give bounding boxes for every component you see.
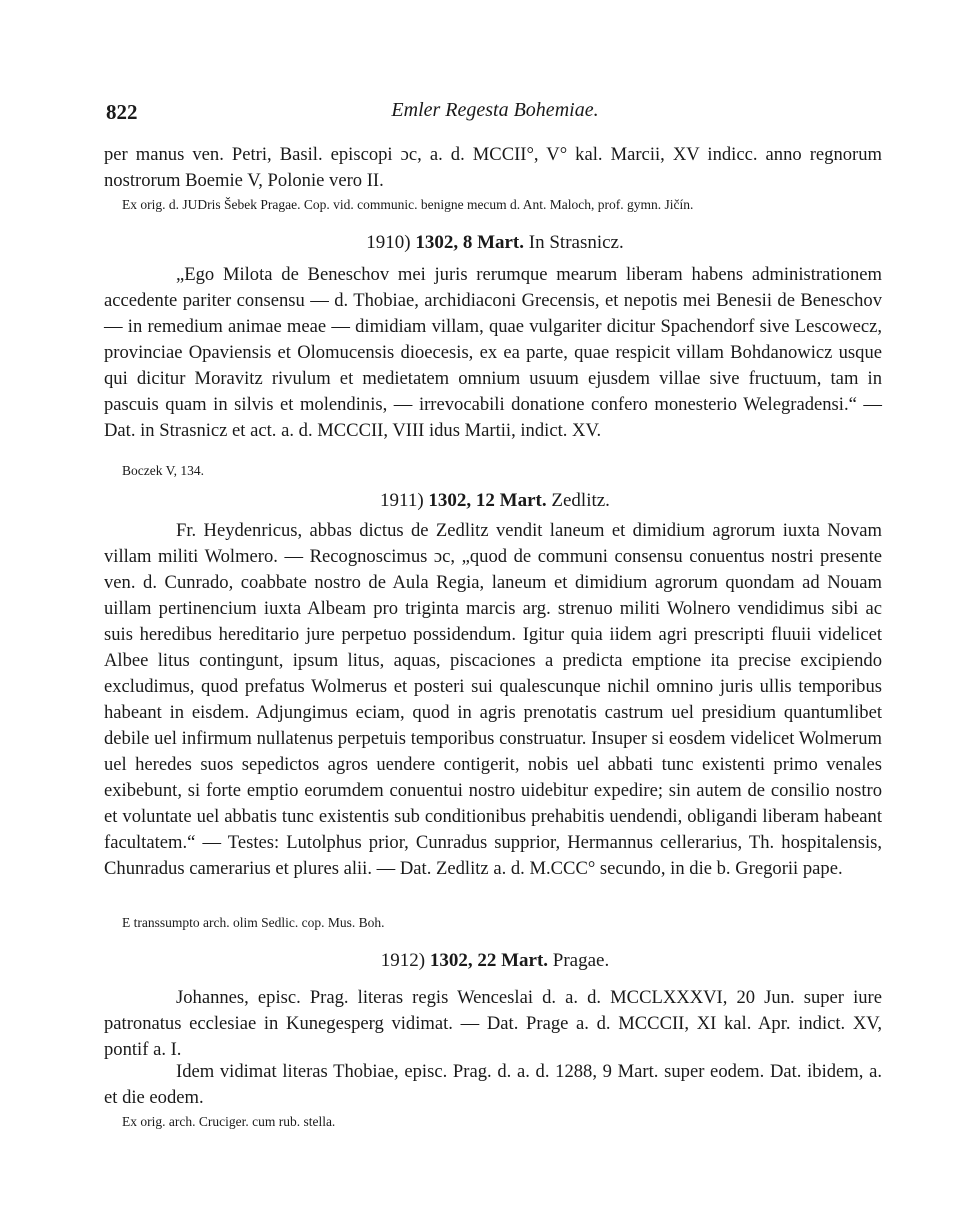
entry-year: 1302, — [428, 490, 472, 511]
entry-number: 1911) — [380, 490, 424, 511]
entry-text-1912-2: Idem vidimat literas Thobiae, episc. Prag. d. a. d. 1288, 9 Mart. super eodem. Dat. ibidem, a. et die eodem. — [104, 1061, 882, 1108]
entry-heading-1912 — [0, 950, 960, 972]
source-note: Ex orig. d. JUDris Šebek Pragae. Cop. vid. communic. benigne mecum d. Ant. Maloch, prof. gymn. Jičín. — [122, 197, 694, 212]
entry-text-1912: Johannes, episc. Prag. literas regis Wenceslai d. a. d. MCCLXXXVI, 20 Jun. super iure patronatus ecclesiae in Kunegesperg vidimat. — Dat. Prage a. d. MCCCII, XI kal. Apr. indict. XV, pontif a. I. — [104, 987, 882, 1060]
entry-source-1911: E transsumpto arch. olim Sedlic. cop. Mus. Boh. — [122, 915, 385, 930]
entry-date: 12 Mart. — [475, 490, 547, 511]
entry-heading-1910 — [0, 232, 960, 254]
entry-number: 1912) — [380, 950, 426, 971]
entry-date: 8 Mart. — [462, 232, 525, 253]
entry-source-1912: Ex orig. arch. Cruciger. cum rub. stella. — [122, 1114, 336, 1129]
entry-text-1911: Fr. Heydenricus, abbas dictus de Zedlitz vendit laneum et dimidium agrorum iuxta Novam villam militi Wolmero. — Recognoscimus ɔc, „quod de communi consensu conuentus nostri presente ven. d. Cunrado, coabbate nostro de Aula Regia, laneum et dimidium agrorum quondam ad Nouam uillam pertinencium iuxta Albeam pro triginta marcis arg. strenuo militi Wolnero vendidimus sibi ac suis heredibus hereditario jure perpetuo possidendum. Igitur quia iidem agri prescripti fluuii videlicet Albee litus contingunt, ipsum litus, aquas, piscaciones a predicta emptione ita precise excipiendo excludimus, quod prefatus Wolmerus et posteri sui qualescunque nichil omnino juris ullis temporibus habeant in eisdem. Adjungimus eciam, quod in agris prenotatis castrum uel presidium quantumlibet debile uel infirmum nullatenus perpetuis temporibus construatur. Insuper si eosdem videlicet Wolmerum uel heredes suos sepedictos agros uendere contigerit, nobis uel abbati tunc existenti primo venales exibebunt, si forte emptio eorumdem conuentui nostro uidebitur expedire; sin autem de consilio nostro et voluntate uel abbatis tunc existentis sub conditionibus prehabitis uendendi, obligandi liberam habeant facultatem.“ — Testes: Lutolphus prior, Cunradus supprior, Hermannus cellerarius, Th. hospitalensis, Chunradus camerarius et plures alii. — Dat. Zedlitz a. d. M.CCC° secundo, in die b. Gregorii pape. — [104, 520, 882, 879]
entry-number: 1910) — [366, 232, 411, 253]
continued-text: per manus ven. Petri, Basil. episcopi ɔc, a. d. MCCII°, V° kal. Marcii, XV indicc. anno regnorum nostrorum Boemie V, Polonie vero II. — [104, 144, 882, 191]
entry-place: In Strasnicz. — [528, 232, 624, 253]
entry-year: 1302, — [429, 950, 473, 971]
entry-place: Pragae. — [552, 950, 610, 971]
running-title: Emler Regesta Bohemiae. — [391, 99, 599, 121]
entry-year: 1302, — [415, 232, 459, 253]
entry-date: 22 Mart. — [477, 950, 549, 971]
entry-source-1910: Boczek V, 134. — [122, 463, 204, 478]
entry-heading-1911 — [0, 490, 960, 512]
entry-place: Zedlitz. — [551, 490, 610, 511]
entry-text-1910: „Ego Milota de Beneschov mei juris rerumque mearum liberam habens administrationem accedente pariter consensu — d. Thobiae, archidiaconi Grecensis, et nepotis mei Benesii de Beneschov — in remedium animae meae — dimidiam villam, quae vulgariter dicitur Spachendorf sive Lescowecz, provinciae Opaviensis et Olomucensis dioecesis, ex ea parte, quae respicit villam Bohdanowicz usque qui dicitur Moravitz rivulum et medietatem omnium usuum ejusdem villae sive fructuum, tam in pascuis quam in silvis et molendinis, — irrevocabili donatione confero monesterio Welegradensi.“ — Dat. in Strasnicz et act. a. d. MCCCII, VIII idus Martii, indict. XV. — [104, 264, 882, 441]
page-number: 822 — [106, 100, 138, 124]
